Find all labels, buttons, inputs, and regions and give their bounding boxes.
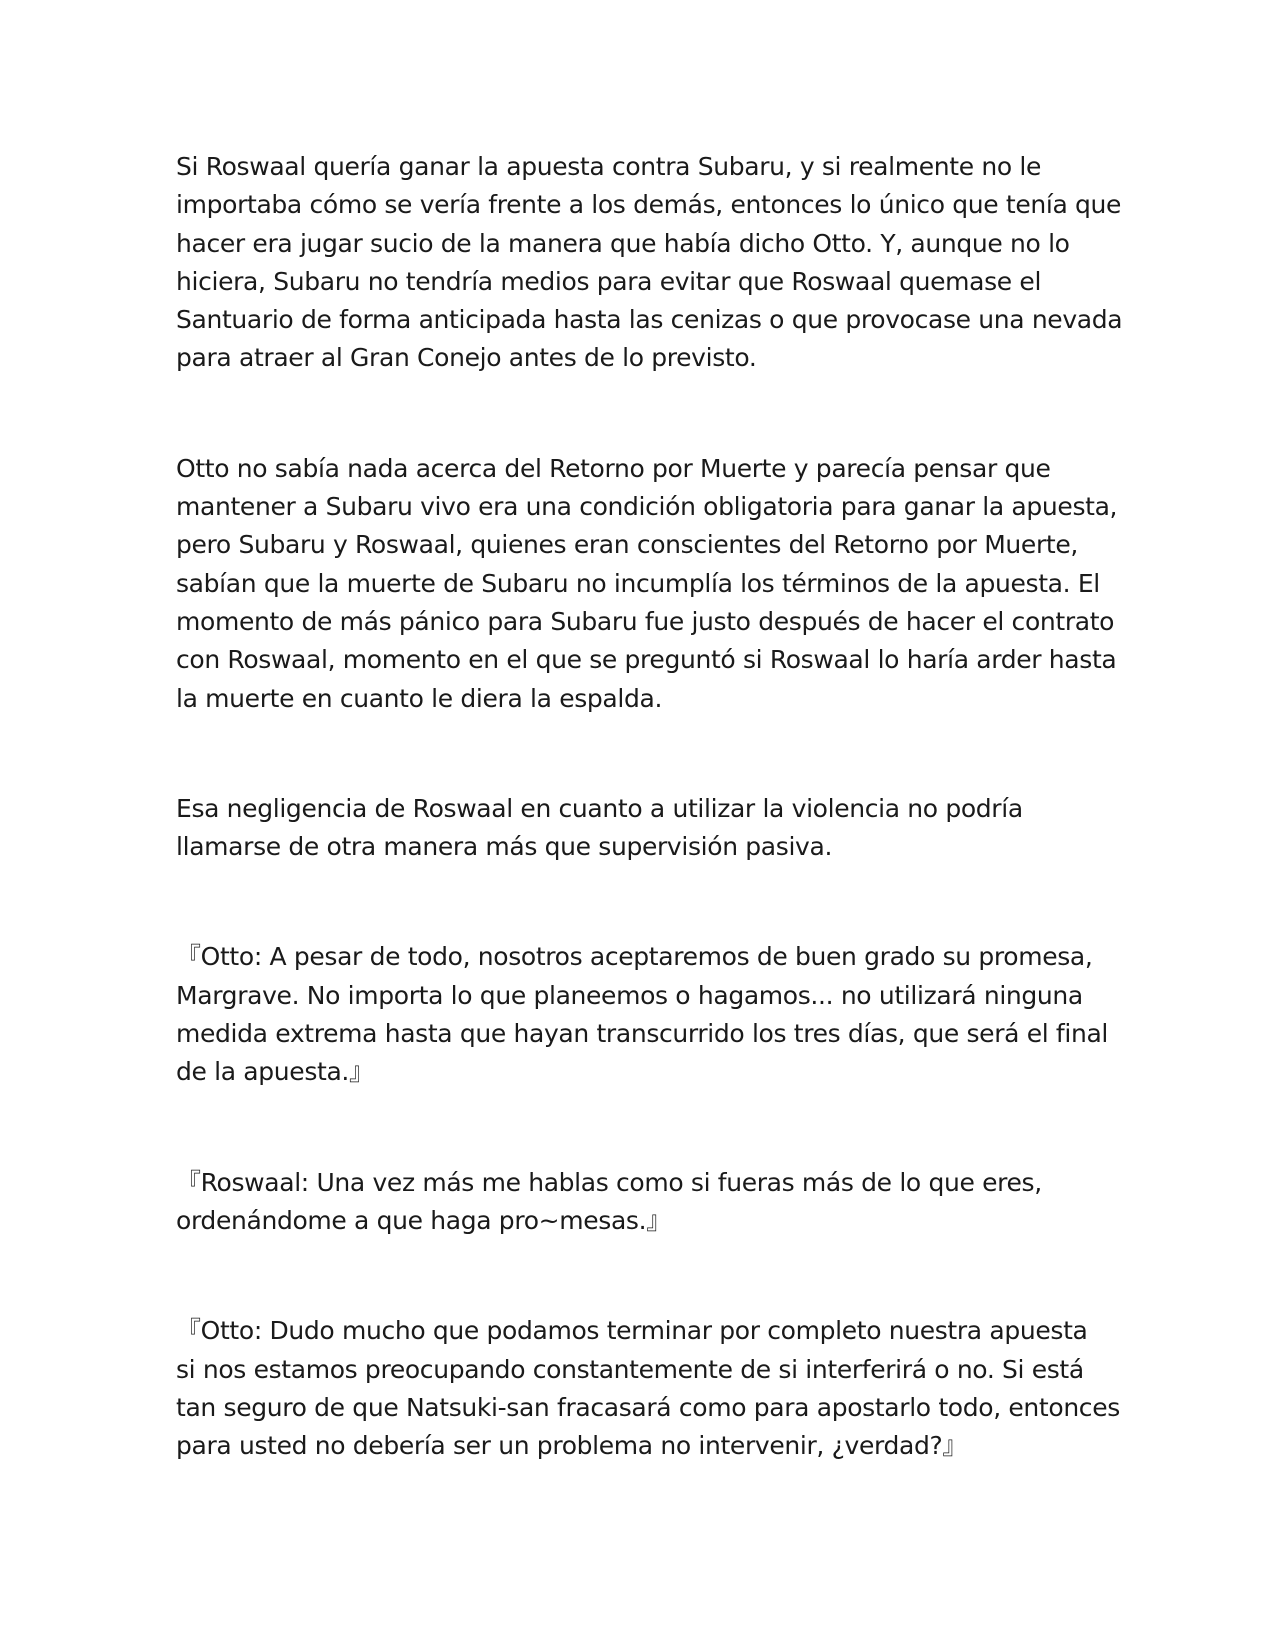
text-line: con Roswaal, momento en el que se preguntó si Roswaal lo haría arder hasta <box>176 645 1117 675</box>
text-line: Si Roswaal quería ganar la apuesta contra Subaru, y si realmente no le <box>176 152 1042 181</box>
text-line: mantener a Subaru vivo era una condición obligatoria para ganar la apuesta, <box>176 492 1118 522</box>
text-line: 『Roswaal: Una vez más me hablas como si fueras más de lo que eres, <box>176 1167 1042 1197</box>
text-line: tan seguro de que Natsuki-san fracasará como para apostarlo todo, entonces <box>176 1392 1120 1422</box>
text-line: momento de más pánico para Subaru fue justo después de hacer el contrato <box>176 606 1115 636</box>
text-line: medida extrema hasta que hayan transcurrido los tres días, que será el final <box>176 1019 1109 1049</box>
text-line: 『Otto: Dudo mucho que podamos terminar por completo nuestra apuesta <box>176 1316 1088 1346</box>
text-line: ordenándome a que haga pro~mesas.』 <box>176 1205 671 1235</box>
text-line: para usted no debería ser un problema no intervenir, ¿verdad?』 <box>176 1431 968 1461</box>
dialogue-otto-2 <box>176 1312 1120 1465</box>
text-line: de la apuesta.』 <box>176 1057 374 1087</box>
paragraph-3 <box>176 790 1096 867</box>
text-line: la muerte en cuanto le diera la espalda. <box>176 683 663 713</box>
text-line: Santuario de forma anticipada hasta las cenizas o que provocase una nevada <box>176 305 1123 335</box>
paragraph-2 <box>176 450 1118 718</box>
text-line: si nos estamos preocupando constantemente de si interferirá o no. Si está <box>176 1354 1084 1384</box>
text-line: 『Otto: A pesar de todo, nosotros aceptaremos de buen grado su promesa, <box>176 942 1093 972</box>
text-line: Margrave. No importa lo que planeemos o hagamos... no utilizará ninguna <box>176 980 1083 1010</box>
dialogue-otto-1 <box>176 938 1109 1091</box>
text-line: Esa negligencia de Roswaal en cuanto a utilizar la violencia no podría <box>176 793 1023 823</box>
text-line: hacer era jugar sucio de la manera que había dicho Otto. Y, aunque no lo <box>176 228 1070 258</box>
text-line: Otto no sabía nada acerca del Retorno por Muerte y parecía pensar que <box>176 453 1051 483</box>
text-line: pero Subaru y Roswaal, quienes eran conscientes del Retorno por Muerte, <box>176 530 1078 560</box>
text-line: para atraer al Gran Conejo antes de lo previsto. <box>176 343 757 373</box>
dialogue-roswaal <box>176 1164 1096 1241</box>
text-line: llamarse de otra manera más que supervisión pasiva. <box>176 832 833 862</box>
text-line: hiciera, Subaru no tendría medios para evitar que Roswaal quemase el <box>176 266 1042 296</box>
text-line: importaba cómo se vería frente a los demás, entonces lo único que tenía que <box>176 190 1122 220</box>
paragraph-1 <box>176 148 1123 378</box>
document-body <box>176 148 1123 1465</box>
text-line: sabían que la muerte de Subaru no incumplía los términos de la apuesta. El <box>176 568 1100 598</box>
